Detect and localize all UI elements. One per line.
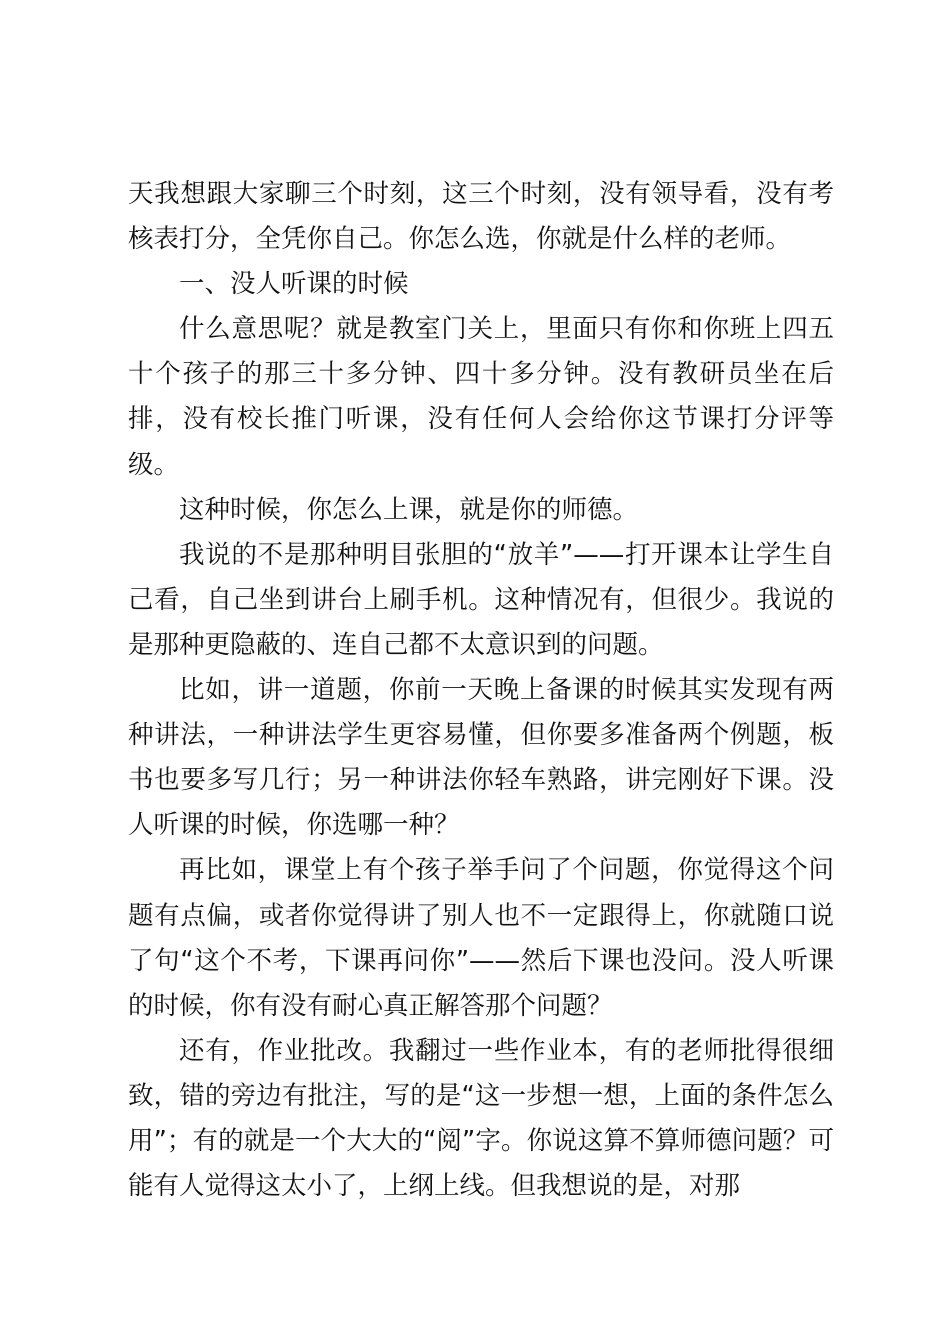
paragraph-continued: 天我想跟大家聊三个时刻，这三个时刻，没有领导看，没有考核表打分，全凭你自己。你怎么选，你就是什么样的老师。 (128, 179, 834, 255)
paragraph: 还有，作业批改。我翻过一些作业本，有的老师批得很细致，错的旁边有批注，写的是“这一步想一想，上面的条件怎么用”；有的就是一个大大的“阅”字。你说这算不算师德问题？可能有人觉得这太小了，上纲上线。但我想说的是，对那 (128, 1035, 834, 1202)
paragraph: 什么意思呢？就是教室门关上，里面只有你和你班上四五十个孩子的那三十多分钟、四十多分钟。没有教研员坐在后排，没有校长推门听课，没有任何人会给你这节课打分评等级。 (128, 314, 834, 480)
paragraph: 再比如，课堂上有个孩子举手问了个问题，你觉得这个问题有点偏，或者你觉得讲了别人也不一定跟得上，你就随口说了句“这个不考，下课再问你”——然后下课也没问。没人听课的时候，你有没有耐心真正解答那个问题？ (128, 855, 834, 1021)
section-heading: 一、没人听课的时候 (179, 269, 409, 300)
paragraph: 比如，讲一道题，你前一天晚上备课的时候其实发现有两种讲法，一种讲法学生更容易懂，但你要多准备两个例题，板书也要多写几行；另一种讲法你轻车熟路，讲完刚好下课。没人听课的时候，你选哪一种？ (128, 675, 834, 841)
paragraph: 这种时候，你怎么上课，就是你的师德。 (179, 494, 639, 525)
paragraph: 我说的不是那种明目张胆的“放羊”——打开课本让学生自己看，自己坐到讲台上刷手机。这种情况有，但很少。我说的是那种更隐蔽的、连自己都不太意识到的问题。 (128, 539, 834, 660)
document-body (128, 172, 834, 1209)
